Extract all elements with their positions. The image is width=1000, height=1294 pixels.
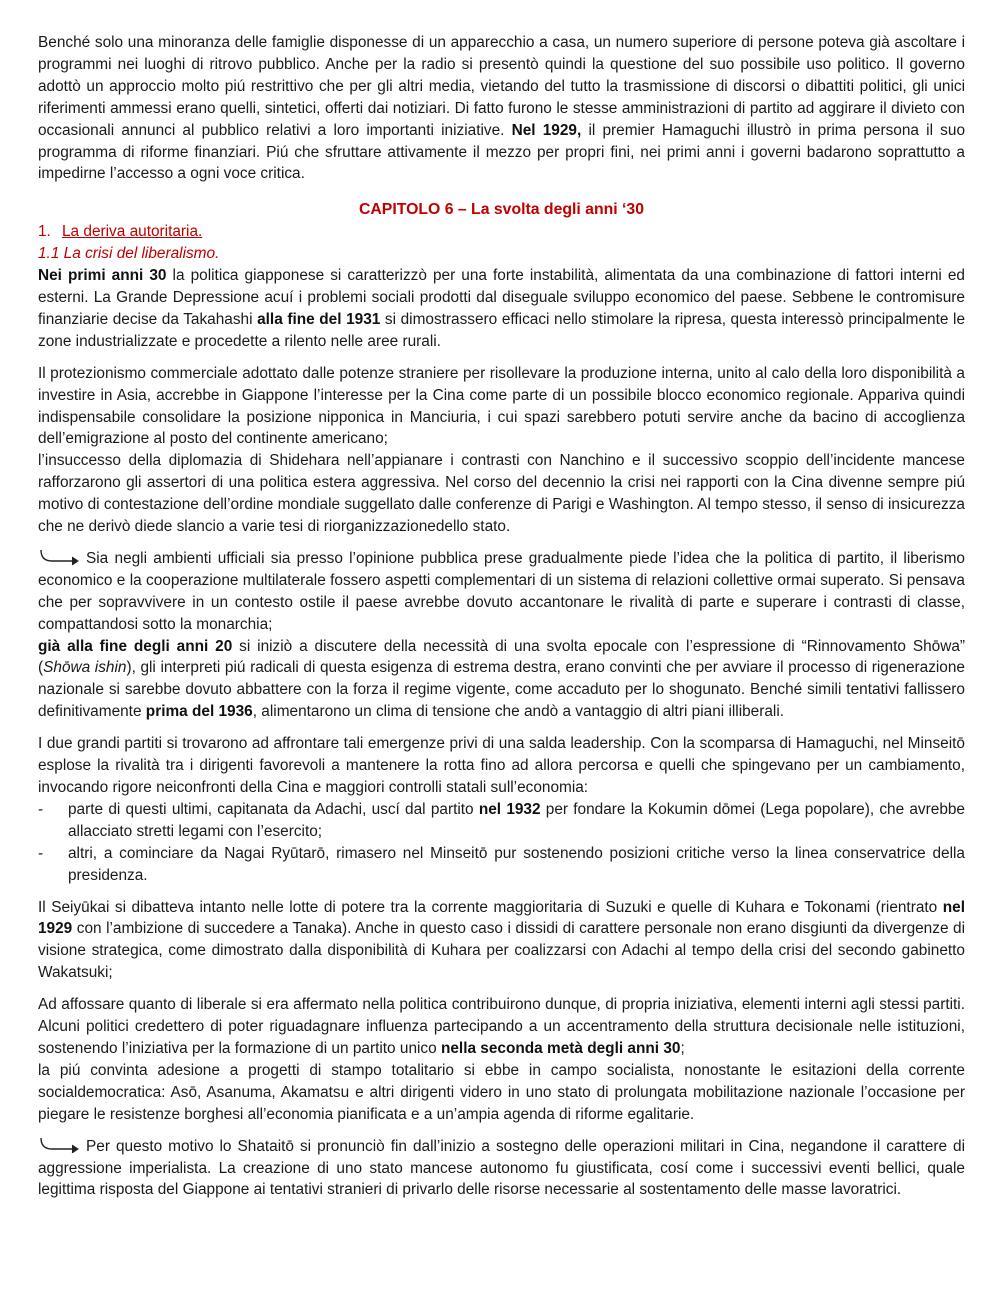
bold-date: alla fine del 1931 — [257, 310, 381, 328]
text-run: la politica giapponese si caratterizzò per una forte instabilità, alimentata da una combinazione di fattori interni ed esterni. La Grande Depressione acuí i problemi sociali prodotti dal diseguale sviluppo economico del paese. Sebbene le contromisure finanziarie decise da Takahashi — [38, 267, 965, 328]
bold-date: Nel 1929, — [511, 121, 582, 139]
paragraph-showa-ishin — [38, 636, 965, 724]
text-run: il premier Hamaguchi illustrò in prima persona il suo programma di riforme finanziari. Piú che sfruttare attivamente il mezzo per propri fini, nei primi anni i governi badarono soprattutto a impedirne l’accesso a ogni voce critica. — [38, 121, 965, 183]
section-number: 1. — [38, 223, 51, 241]
text-run: Il Seiyūkai si dibatteva intanto nelle lotte di potere tra la corrente maggioritaria di Suzuki e quelle di Kuhara e Tokonami (rientrato — [38, 898, 943, 916]
text-run: , alimentarono un clima di tensione che andò a vantaggio di altri piani illiberali. — [252, 703, 785, 721]
paragraph-protectionism — [38, 363, 965, 451]
paragraph-single-party — [38, 994, 965, 1060]
bold-date: già alla fine degli anni 20 — [38, 637, 233, 655]
list-item — [38, 799, 965, 843]
bold-date: prima del 1936 — [145, 703, 253, 721]
curved-arrow-icon — [38, 549, 82, 565]
text-run: Benché solo una minoranza delle famiglie disponesse di un apparecchio a casa, un numero superiore di persone poteva già ascoltare i programmi nei luoghi di ritrovo pubblico. Anche per la radio si presentò quindi la questione del suo possibile uso politico. Il governo adottò un approccio molto piú restrittivo che per gli altri media, vietando del tutto la trasmissione di discorsi o dibattiti politici, gli unici riferimenti ammessi erano quelli, sintetici, offerti dai notiziari. Di fatto furono le stesse amministrazioni di partito ad aggirare il divieto con occasionali annunci al pubblico relativi a loro importanti iniziative. — [38, 34, 965, 139]
paragraph-showa-renewal — [38, 548, 965, 636]
text-run: la piú convinta adesione a progetti di stampo totalitario si ebbe in campo socialista, nonostante le esitazioni della corrente socialdemocratica: Asō, Asanuma, Akamatsu e altri dirigenti videro in uno stato di prolungata mobilitazione nazionale l’occasione per piegare le resistenze borghesi all’economia pianificata e a un’ampia agenda di riforme egalitarie. — [38, 1061, 965, 1123]
dash-list — [38, 799, 965, 887]
text-run: per fondare la Kokumin dōmei (Lega popolare), che avrebbe allacciato stretti legami con l’esercito; — [68, 800, 965, 840]
section-title: La deriva autoritaria. — [62, 223, 203, 241]
curved-arrow-icon — [38, 1137, 82, 1153]
paragraph-radio — [38, 32, 965, 185]
text-run: ; — [680, 1039, 685, 1057]
text-run: si iniziò a discutere della necessità di una svolta epocale con l’espressione di “Rinnovamento Shōwa” ( — [38, 637, 965, 677]
text-run: l’insuccesso della diplomazia di Shidehara nell’appianare i contrasti con Nanchino e il successivo scoppio dell’incidente mancese rafforzarono gli assertori di una politica estera aggressiva. Nel corso del decennio la crisi nei rapporti con la Cina divenne sempre piú motivo di contestazione dell’ordine mondiale suggellato dalle conferenze di Parigi e Washington. Al tempo stesso, il senso di insicurezza che ne derivò diede slancio a varie tesi di riorganizzazionedello stato. — [38, 452, 965, 536]
text-run: ), gli interpreti piú radicali di questa esigenza di estrema destra, erano convinti che per avviare il processo di rigenerazione nazionale si sarebbe dovuto abbattere con la forza il regime vigente, come accaduto per lo shogunato. Benché simili tentativi fallissero definitivamente — [38, 659, 965, 721]
chapter-title: CAPITOLO 6 – La svolta degli anni ‘30 — [358, 201, 644, 219]
text-run: I due grandi partiti si trovarono ad affrontare tali emergenze privi di una salda leadership. Con la scomparsa di Hamaguchi, nel Minseitō esplose la rivalità tra i dirigenti favorevoli a mantenere la rotta fino ad allora percorsa e quelli che spingevano per un cambiamento, invocando rigore neiconfronti della Cina e maggiori controlli statali sull’economia: — [38, 735, 965, 796]
paragraph-socialists — [38, 1060, 965, 1126]
text-run: parte di questi ultimi, capitanata da Adachi, uscí dal partito — [68, 800, 479, 818]
text-run: con l’ambizione di succedere a Tanaka). Anche in questo caso i dissidi di carattere personale non erano disgiunti da divergenze di visione strategica, come dimostrato dalla disponibilità di Kuhara per coalizzarsi con Adachi al tempo della crisi del secondo gabinetto Wakatsuki; — [38, 920, 965, 982]
paragraph-seiyukai — [38, 897, 965, 985]
text-run: si dimostrassero efficaci nello stimolare la ripresa, questa interessò principalmente le zone industrializzate e procedette a rilento nelle aree rurali. — [38, 310, 966, 350]
italic-term: Shōwa ishin — [43, 659, 127, 677]
section-heading — [38, 221, 965, 243]
paragraph-shidehara — [38, 450, 965, 538]
list-item — [38, 843, 965, 887]
document-page — [38, 32, 965, 1201]
bold-date: nel 1929 — [38, 898, 965, 938]
paragraph-shataito — [38, 1136, 965, 1202]
text-run: Sia negli ambienti ufficiali sia presso l’opinione pubblica prese gradualmente piede l’idea che la politica di partito, il liberismo economico e la cooperazione multilaterale fossero aspetti complementari di un sistema di relazioni collettive ormai superato. Si pensava che per sopravvivere in un contesto ostile il paese avrebbe dovuto accantonare le rivalità di parte e superare i contrasti di classe, compattandosi sotto la monarchia; — [38, 549, 965, 633]
bold-date: nel 1932 — [478, 800, 541, 818]
dash-bullet: - — [38, 800, 44, 818]
subsection-heading: 1.1 La crisi del liberalismo. — [38, 245, 220, 263]
dash-bullet: - — [38, 844, 44, 862]
text-run: altri, a cominciare da Nagai Ryūtarō, rimasero nel Minseitō pur sostenendo posizioni critiche verso la linea conservatrice della presidenza. — [68, 844, 965, 884]
bold-date: Nei primi anni 30 — [38, 267, 167, 285]
text-run: Il protezionismo commerciale adottato dalle potenze straniere per risollevare la produzione interna, unito al calo della loro disponibilità a investire in Asia, accrebbe in Giappone l’interesse per la Cina come parte di un possibile blocco economico regionale. Appariva quindi indispensabile consolidare la posizione nipponica in Manciuria, i cui spazi sarebbero potuti servire anche da bacino di accoglienza dell’emigrazione al posto del continente americano; — [38, 364, 965, 448]
text-run: Ad affossare quanto di liberale si era affermato nella politica contribuirono dunque, di propria iniziativa, elementi interni agli stessi partiti. Alcuni politici credettero di poter riguadagnare influenza partecipando a un accentramento della struttura decisionale nelle istituzioni, sostenendo l’iniziativa per la formazione di un partito unico — [38, 996, 965, 1057]
text-run: Per questo motivo lo Shataitō si pronunciò fin dall’inizio a sostegno delle operazioni militari in Cina, negandone il carattere di aggressione imperialista. La creazione di uno stato mancese autonomo fu giustificata, cosí come i successivi eventi bellici, quale legittima risposta del Giappone ai tentativi stranieri di privarlo delle risorse necessarie al sostentamento delle masse lavoratrici. — [38, 1137, 965, 1199]
paragraph-instability — [38, 265, 965, 353]
paragraph-minseito — [38, 733, 965, 799]
bold-date: nella seconda metà degli anni 30 — [440, 1039, 681, 1057]
